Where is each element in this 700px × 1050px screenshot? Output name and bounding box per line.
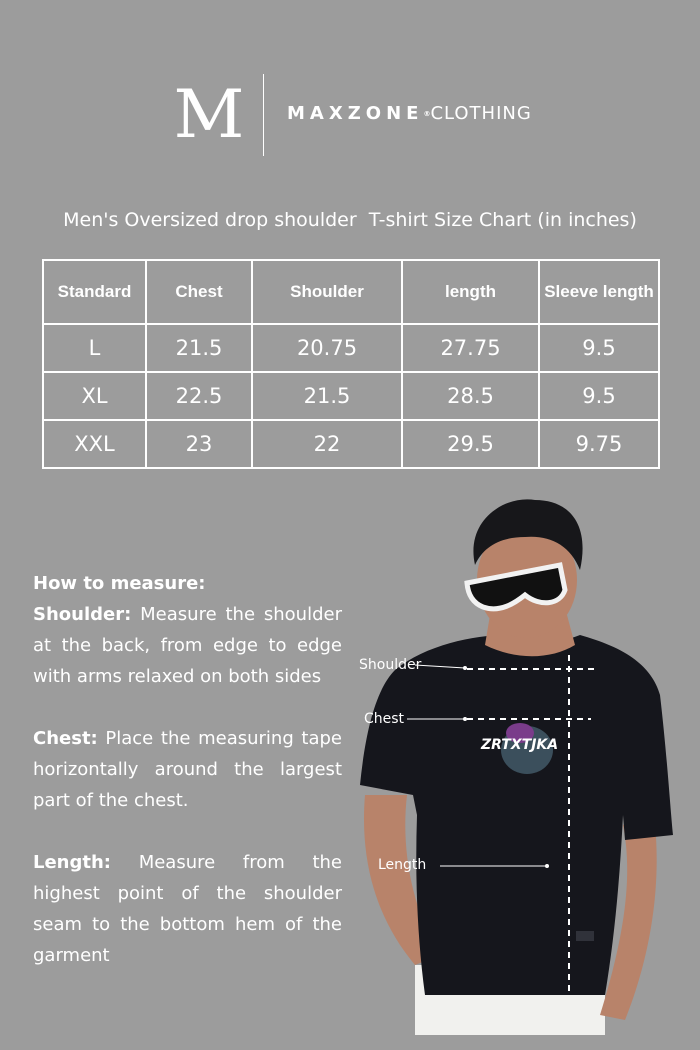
table-header-row	[43, 260, 659, 324]
table-row	[43, 420, 659, 468]
measure-shoulder	[33, 599, 342, 692]
size-table	[42, 259, 660, 469]
cell-length: 29.5	[402, 420, 539, 468]
measure-chest	[33, 723, 342, 816]
cell-shoulder: 22	[252, 420, 402, 468]
header-standard: Standard	[43, 260, 146, 324]
cell-chest: 22.5	[146, 372, 252, 420]
table-row	[43, 372, 659, 420]
cell-shoulder: 20.75	[252, 324, 402, 372]
measure-length-label: Length:	[33, 852, 111, 873]
header-sleeve-length: Sleeve length	[539, 260, 659, 324]
cell-length: 28.5	[402, 372, 539, 420]
cell-size: XXL	[43, 420, 146, 468]
size-chart-title: Men's Oversized drop shoulder T-shirt Size Chart (in inches)	[63, 209, 637, 231]
brand-divider	[263, 74, 264, 156]
cell-sleeve-length: 9.5	[539, 324, 659, 372]
header-chest: Chest	[146, 260, 252, 324]
model-photo	[355, 495, 695, 1035]
header-length: length	[402, 260, 539, 324]
shoulder-guide-label: Shoulder	[359, 657, 422, 673]
measure-length-text: Measure from the highest point of the shoulder seam to the bottom hem of the garment	[33, 852, 342, 966]
brand-logo: M	[173, 76, 239, 153]
measure-chest-label: Chest:	[33, 728, 98, 749]
how-to-measure-heading: How to measure:	[33, 573, 206, 594]
cell-size: XL	[43, 372, 146, 420]
brand-name-suffix: CLOTHING	[430, 103, 532, 124]
trademark-symbol: ®	[423, 110, 431, 118]
model-illustration	[355, 495, 695, 1035]
measure-length	[33, 847, 342, 971]
cell-sleeve-length: 9.5	[539, 372, 659, 420]
brand-name-main: MAXZONE	[287, 103, 424, 124]
table-row	[43, 324, 659, 372]
length-guide-label: Length	[378, 857, 427, 873]
how-to-measure	[33, 568, 342, 1002]
cell-length: 27.75	[402, 324, 539, 372]
brand-name	[287, 103, 532, 125]
cell-sleeve-length: 9.75	[539, 420, 659, 468]
cell-chest: 23	[146, 420, 252, 468]
shirt-print-text: ZRTXTJKA	[481, 737, 559, 753]
header-shoulder: Shoulder	[252, 260, 402, 324]
measure-shoulder-text: Measure the shoulder at the back, from edge to edge with arms relaxed on both sides	[33, 604, 342, 687]
measure-shoulder-label: Shoulder:	[33, 604, 132, 625]
cell-chest: 21.5	[146, 324, 252, 372]
measure-chest-text: Place the measuring tape horizontally around the largest part of the chest.	[33, 728, 342, 811]
cell-shoulder: 21.5	[252, 372, 402, 420]
cell-size: L	[43, 324, 146, 372]
chest-guide-label: Chest	[364, 711, 405, 727]
brand-header	[0, 74, 700, 156]
